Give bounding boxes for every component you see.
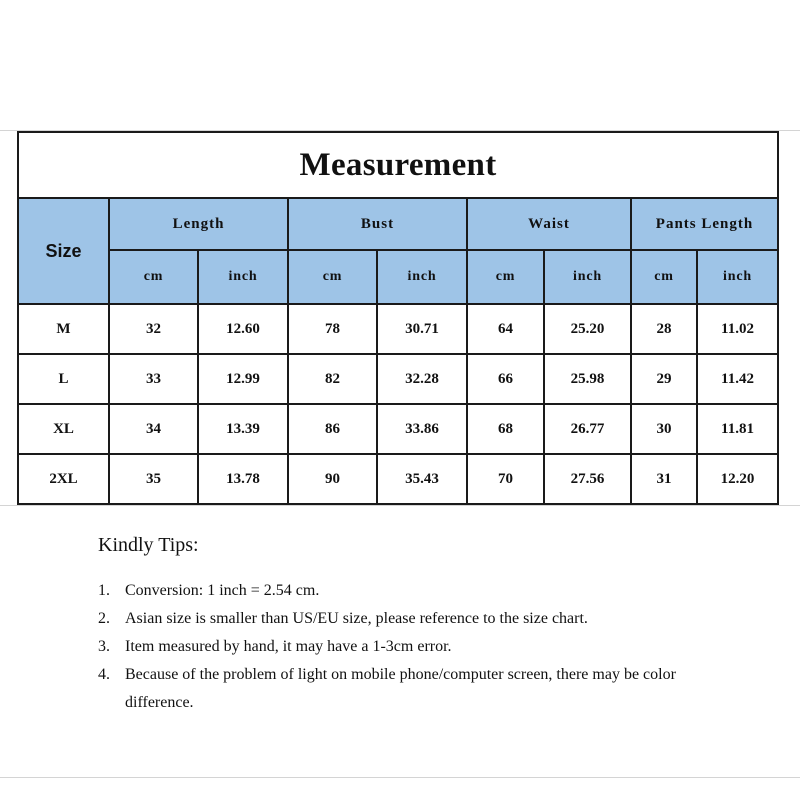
waist-inch-cell: 27.56: [544, 454, 631, 504]
waist-inch-cell: 26.77: [544, 404, 631, 454]
list-item: [98, 661, 738, 717]
unit-header-length-cm: cm: [109, 250, 198, 304]
pants-inch-cell: 11.81: [697, 404, 778, 454]
tip-text: Asian size is smaller than US/EU size, please reference to the size chart.: [125, 610, 588, 627]
group-header-length: Length: [109, 198, 288, 250]
length-cm-cell: 34: [109, 404, 198, 454]
tip-number: 1.: [98, 582, 110, 599]
pants-inch-cell: 12.20: [697, 454, 778, 504]
unit-header-pants-inch: inch: [697, 250, 778, 304]
length-inch-cell: 13.39: [198, 404, 288, 454]
tips-list: [98, 577, 738, 717]
tip-number: 2.: [98, 610, 110, 627]
list-item: [98, 633, 738, 661]
unit-header-bust-cm: cm: [288, 250, 377, 304]
table-row: [18, 404, 778, 454]
waist-cm-cell: 66: [467, 354, 544, 404]
tip-text: Because of the problem of light on mobile phone/computer screen, there may be color difference.: [125, 666, 676, 711]
bust-inch-cell: 30.71: [377, 304, 467, 354]
length-cm-cell: 33: [109, 354, 198, 404]
waist-inch-cell: 25.98: [544, 354, 631, 404]
unit-header-waist-inch: inch: [544, 250, 631, 304]
tip-text: Conversion: 1 inch = 2.54 cm.: [125, 582, 320, 599]
bust-cm-cell: 82: [288, 354, 377, 404]
bust-cm-cell: 90: [288, 454, 377, 504]
list-item: [98, 577, 738, 605]
length-inch-cell: 13.78: [198, 454, 288, 504]
bust-cm-cell: 78: [288, 304, 377, 354]
size-chart-table: [17, 131, 779, 505]
length-cm-cell: 32: [109, 304, 198, 354]
pants-inch-cell: 11.02: [697, 304, 778, 354]
pants-cm-cell: 31: [631, 454, 697, 504]
pants-cm-cell: 29: [631, 354, 697, 404]
group-header-pants-length: Pants Length: [631, 198, 778, 250]
unit-header-bust-inch: inch: [377, 250, 467, 304]
tip-number: 4.: [98, 666, 110, 683]
bust-inch-cell: 32.28: [377, 354, 467, 404]
table-row: [18, 354, 778, 404]
bust-inch-cell: 33.86: [377, 404, 467, 454]
kindly-tips-section: [98, 534, 738, 717]
waist-cm-cell: 70: [467, 454, 544, 504]
waist-cm-cell: 68: [467, 404, 544, 454]
middle-divider: [0, 505, 800, 506]
bottom-divider: [0, 777, 800, 778]
unit-header-waist-cm: cm: [467, 250, 544, 304]
size-cell: M: [18, 304, 109, 354]
bust-inch-cell: 35.43: [377, 454, 467, 504]
pants-inch-cell: 11.42: [697, 354, 778, 404]
unit-header-pants-cm: cm: [631, 250, 697, 304]
size-column-header: Size: [18, 198, 109, 304]
waist-cm-cell: 64: [467, 304, 544, 354]
unit-header-length-inch: inch: [198, 250, 288, 304]
length-inch-cell: 12.60: [198, 304, 288, 354]
tips-title: Kindly Tips:: [98, 534, 199, 556]
size-cell: 2XL: [18, 454, 109, 504]
length-cm-cell: 35: [109, 454, 198, 504]
pants-cm-cell: 28: [631, 304, 697, 354]
pants-cm-cell: 30: [631, 404, 697, 454]
waist-inch-cell: 25.20: [544, 304, 631, 354]
bust-cm-cell: 86: [288, 404, 377, 454]
table-row: [18, 454, 778, 504]
tip-text: Item measured by hand, it may have a 1-3cm error.: [125, 638, 452, 655]
size-cell: XL: [18, 404, 109, 454]
length-inch-cell: 12.99: [198, 354, 288, 404]
group-header-bust: Bust: [288, 198, 467, 250]
group-header-waist: Waist: [467, 198, 631, 250]
list-item: [98, 605, 738, 633]
size-cell: L: [18, 354, 109, 404]
table-title: Measurement: [18, 132, 778, 198]
table-row: [18, 304, 778, 354]
tip-number: 3.: [98, 638, 110, 655]
